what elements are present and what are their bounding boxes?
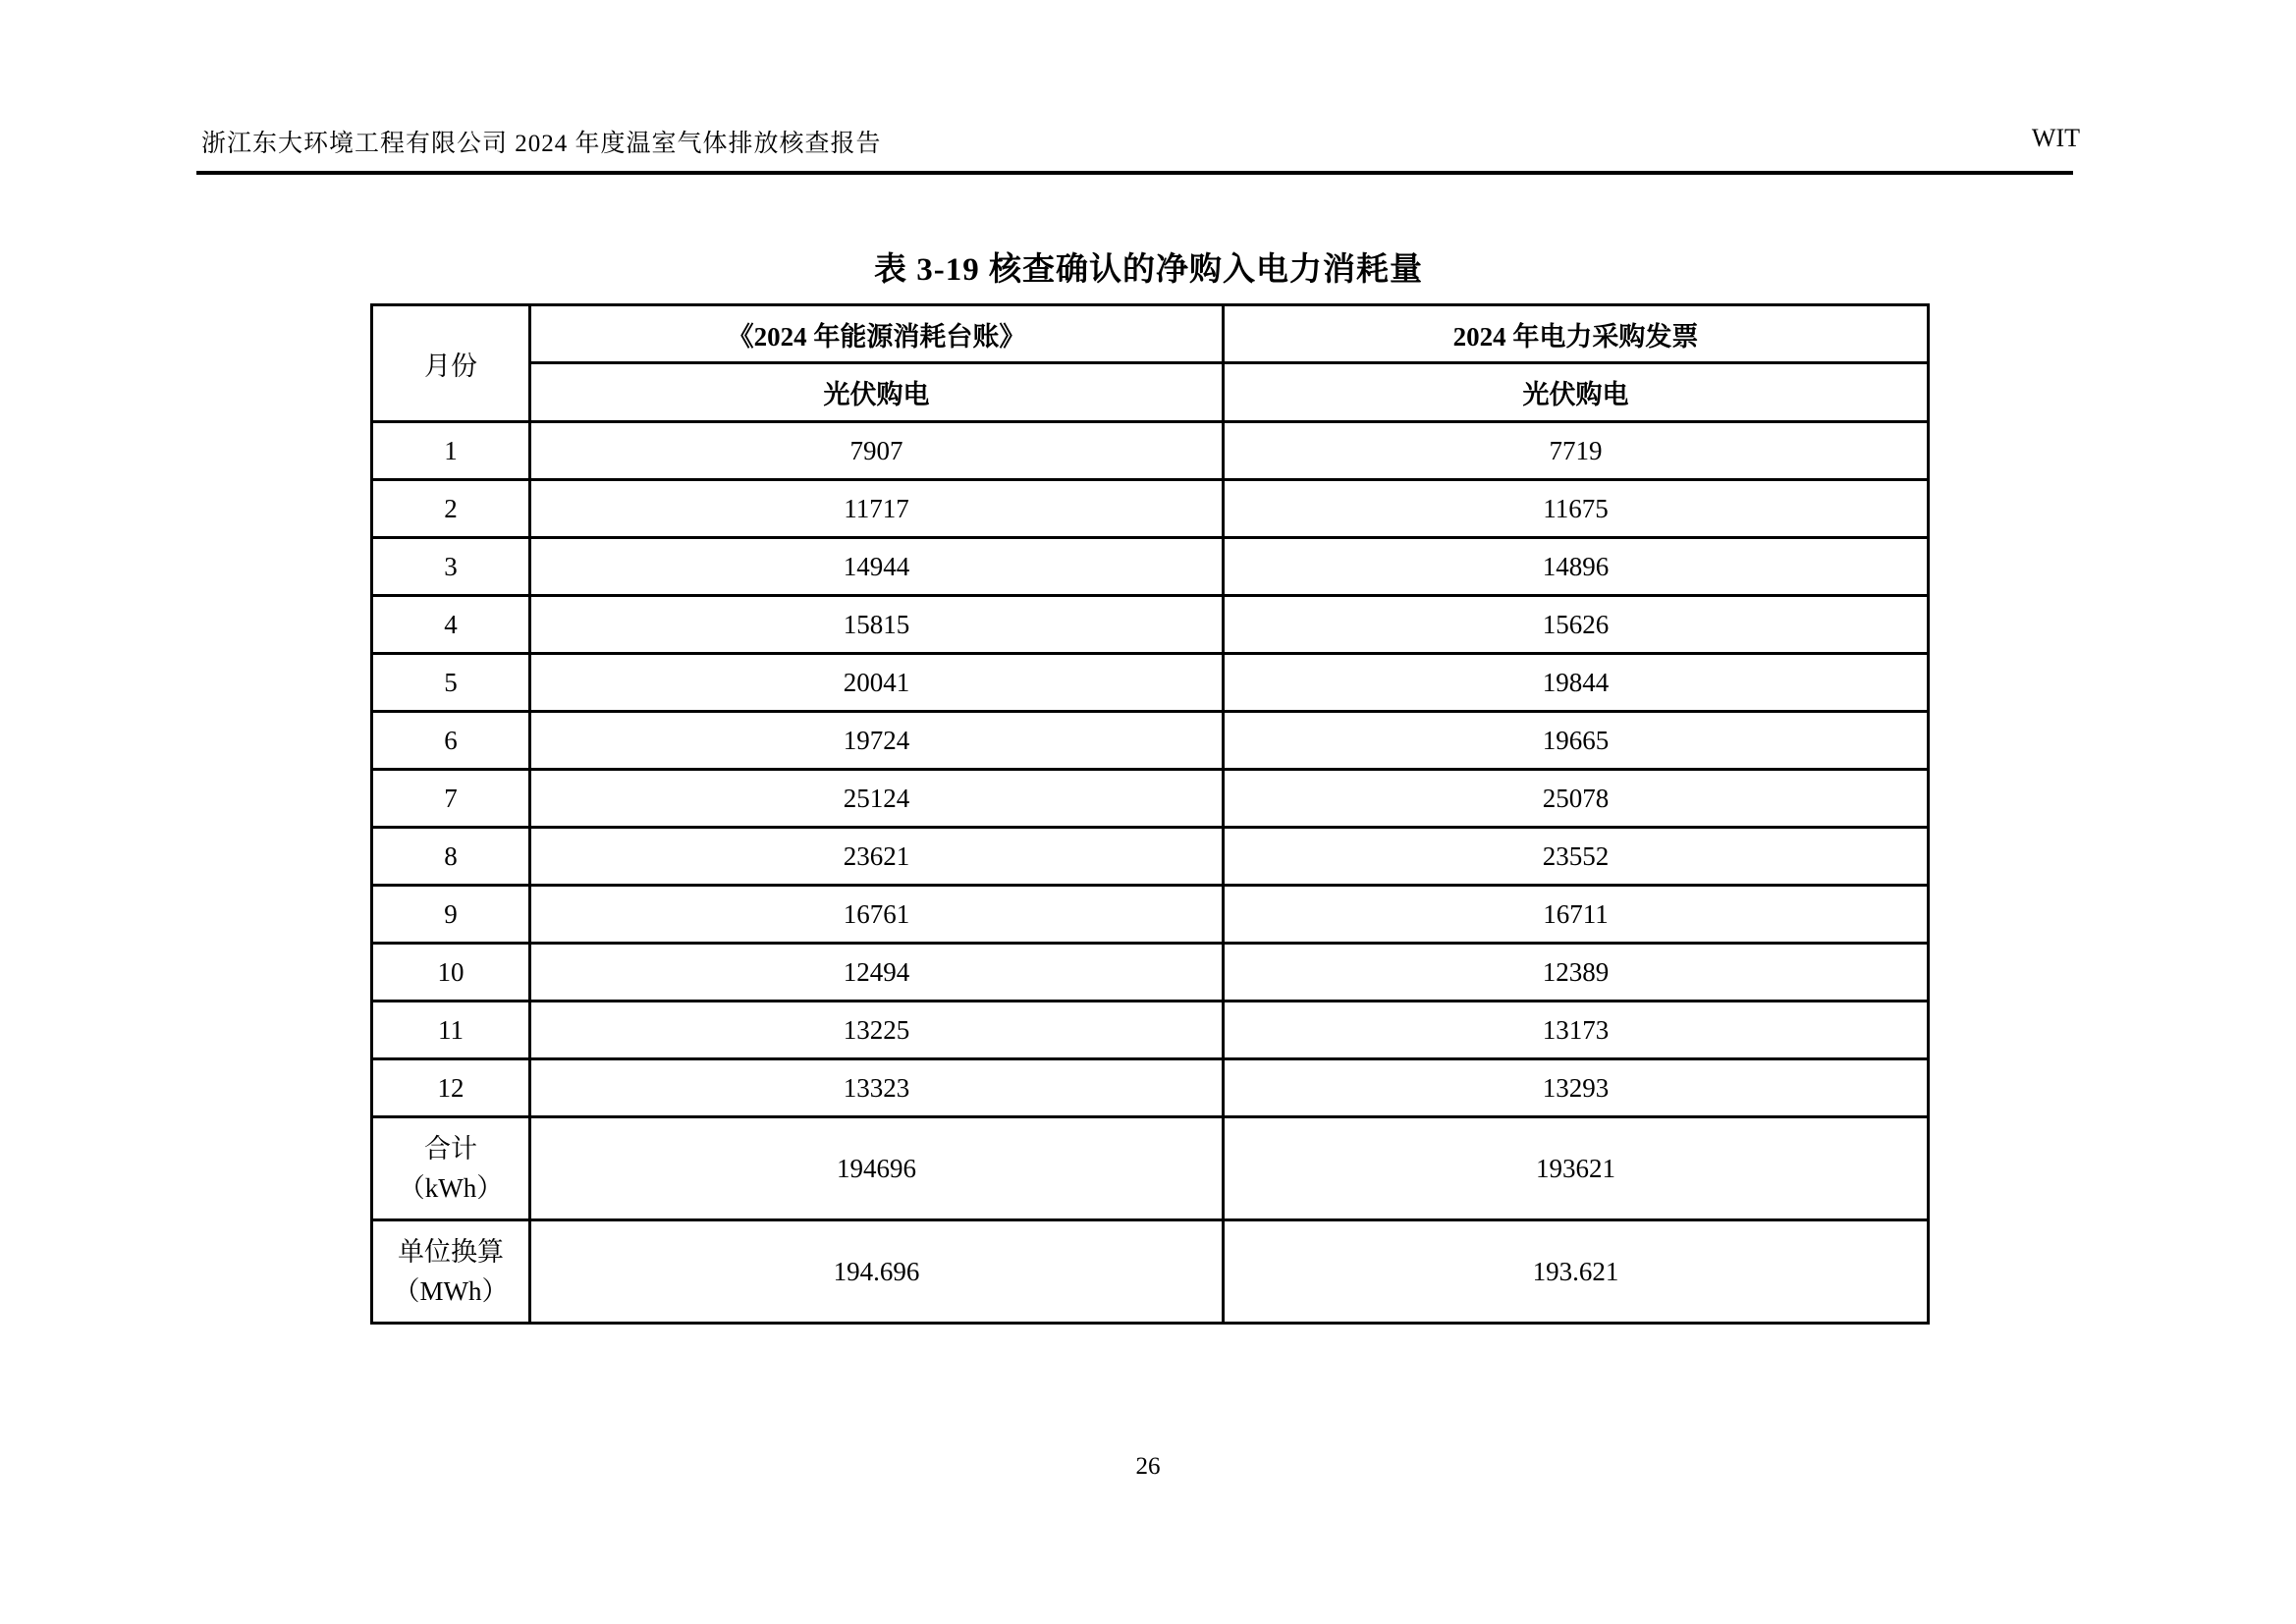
conversion-label-line2: （MWh） [393, 1276, 509, 1306]
ledger-value-cell: 13323 [530, 1059, 1224, 1117]
total-row [372, 1117, 1929, 1220]
table-header-row-1 [372, 305, 1929, 363]
ledger-sub-header: 光伏购电 [530, 363, 1224, 422]
total-label-line2: （kWh） [398, 1173, 504, 1203]
ledger-value-cell: 19724 [530, 712, 1224, 770]
net-purchased-electricity-table [370, 303, 1930, 1325]
ledger-value-cell: 13225 [530, 1001, 1224, 1059]
ledger-value-cell: 25124 [530, 770, 1224, 828]
table-row [372, 422, 1929, 480]
table-row [372, 1001, 1929, 1059]
month-column-header: 月份 [372, 305, 530, 422]
invoice-value-cell: 19844 [1224, 654, 1929, 712]
ledger-value-cell: 16761 [530, 886, 1224, 944]
invoice-value-cell: 12389 [1224, 944, 1929, 1001]
invoice-value-cell: 11675 [1224, 480, 1929, 538]
invoice-group-header: 2024 年电力采购发票 [1224, 305, 1929, 363]
total-label-cell [372, 1117, 530, 1220]
page-number: 26 [1135, 1453, 1161, 1480]
table-row [372, 538, 1929, 596]
ledger-value-cell: 23621 [530, 828, 1224, 886]
month-cell: 1 [372, 422, 530, 480]
total-label-line1: 合计 [424, 1134, 477, 1164]
ledger-value-cell: 15815 [530, 596, 1224, 654]
month-cell: 6 [372, 712, 530, 770]
table-row [372, 1059, 1929, 1117]
month-cell: 12 [372, 1059, 530, 1117]
month-cell: 5 [372, 654, 530, 712]
table-row [372, 712, 1929, 770]
invoice-sub-header: 光伏购电 [1224, 363, 1929, 422]
invoice-value-cell: 25078 [1224, 770, 1929, 828]
conversion-invoice-value: 193.621 [1224, 1220, 1929, 1324]
month-cell: 9 [372, 886, 530, 944]
invoice-value-cell: 19665 [1224, 712, 1929, 770]
month-cell: 2 [372, 480, 530, 538]
conversion-label-line1: 单位换算 [398, 1237, 504, 1267]
month-cell: 11 [372, 1001, 530, 1059]
invoice-value-cell: 23552 [1224, 828, 1929, 886]
table-row [372, 770, 1929, 828]
table-row [372, 480, 1929, 538]
month-cell: 10 [372, 944, 530, 1001]
table-title: 表 3-19 核查确认的净购入电力消耗量 [874, 252, 1423, 288]
ledger-value-cell: 14944 [530, 538, 1224, 596]
ledger-group-header: 《2024 年能源消耗台账》 [530, 305, 1224, 363]
ledger-value-cell: 7907 [530, 422, 1224, 480]
ledger-value-cell: 12494 [530, 944, 1224, 1001]
table-row [372, 886, 1929, 944]
month-cell: 3 [372, 538, 530, 596]
conversion-ledger-value: 194.696 [530, 1220, 1224, 1324]
table-row [372, 654, 1929, 712]
invoice-value-cell: 14896 [1224, 538, 1929, 596]
conversion-label-cell [372, 1220, 530, 1324]
invoice-value-cell: 7719 [1224, 422, 1929, 480]
ledger-value-cell: 20041 [530, 654, 1224, 712]
table-row [372, 596, 1929, 654]
month-cell: 8 [372, 828, 530, 886]
report-header-mark: WIT [2031, 124, 2080, 152]
invoice-value-cell: 16711 [1224, 886, 1929, 944]
ledger-value-cell: 11717 [530, 480, 1224, 538]
month-cell: 7 [372, 770, 530, 828]
invoice-value-cell: 15626 [1224, 596, 1929, 654]
month-cell: 4 [372, 596, 530, 654]
table-header-row-2 [372, 363, 1929, 422]
table-row [372, 828, 1929, 886]
total-ledger-value: 194696 [530, 1117, 1224, 1220]
unit-conversion-row [372, 1220, 1929, 1324]
invoice-value-cell: 13293 [1224, 1059, 1929, 1117]
invoice-value-cell: 13173 [1224, 1001, 1929, 1059]
report-header-title: 浙江东大环境工程有限公司 2024 年度温室气体排放核查报告 [201, 131, 882, 157]
total-invoice-value: 193621 [1224, 1117, 1929, 1220]
header-divider-line [196, 171, 2073, 175]
table-row [372, 944, 1929, 1001]
